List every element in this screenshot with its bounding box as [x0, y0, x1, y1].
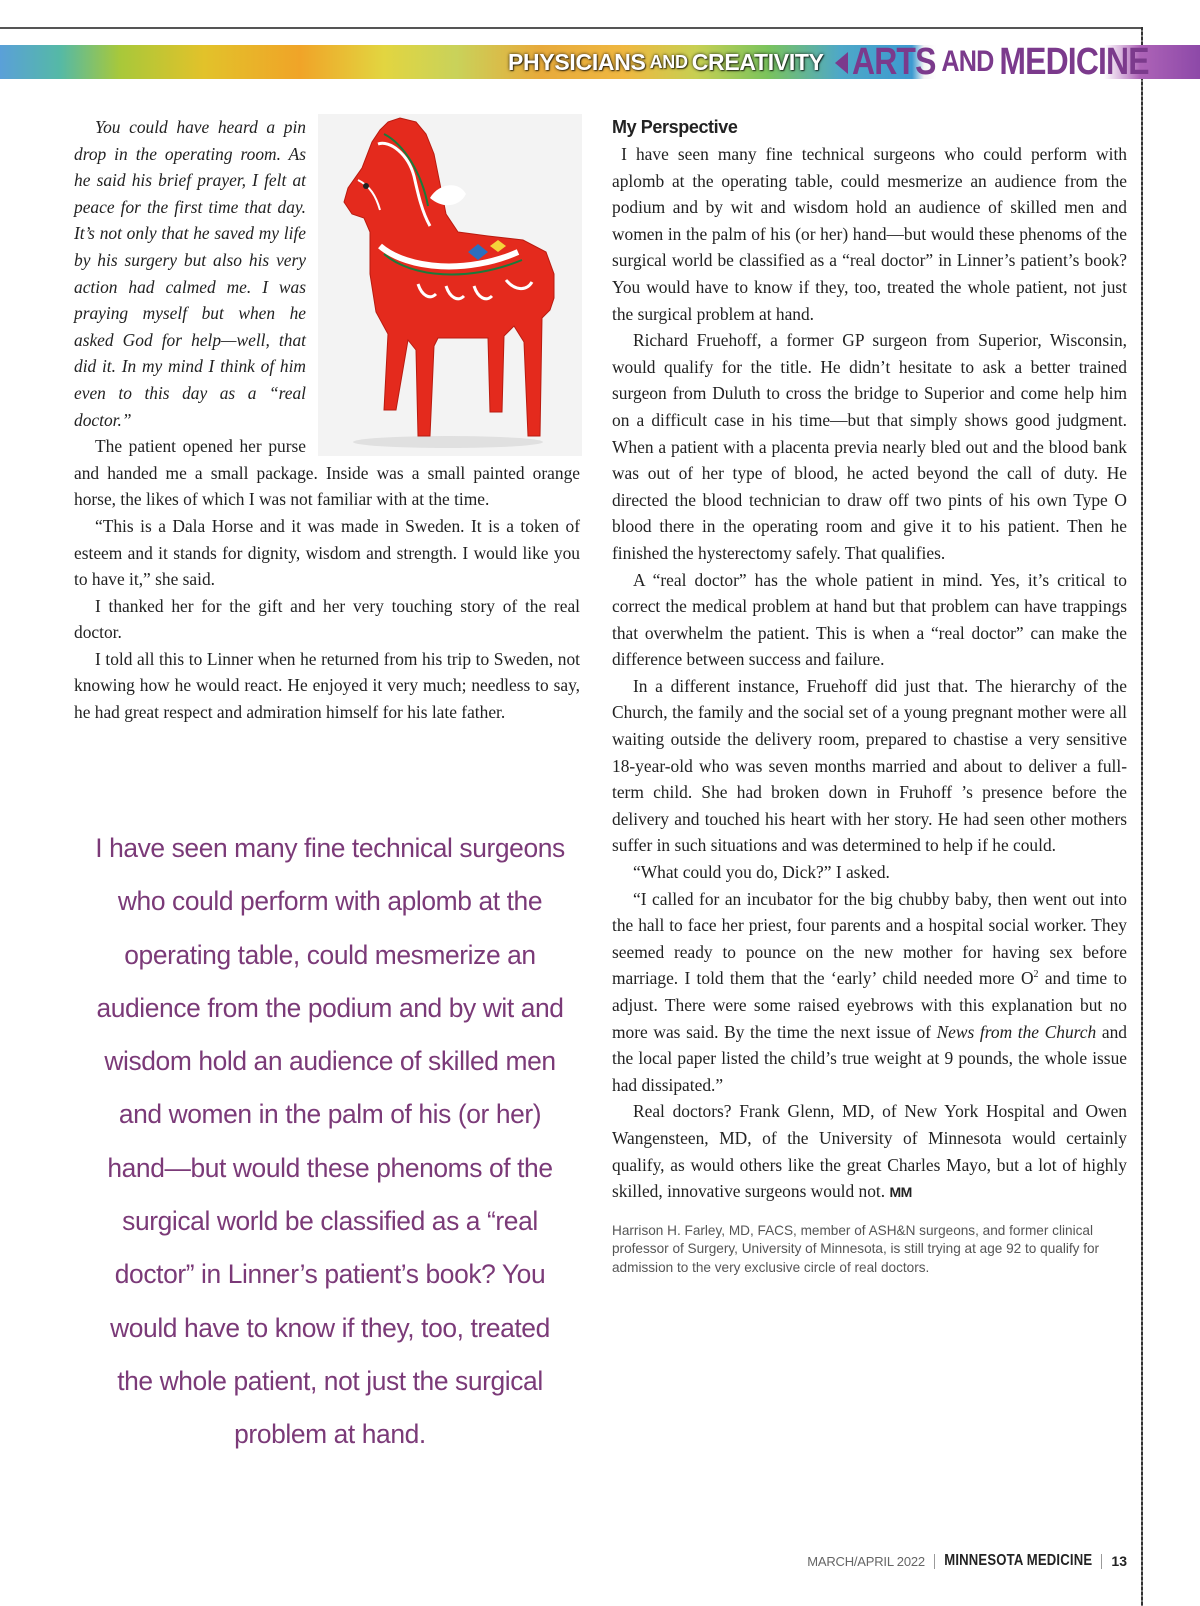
paragraph: “This is a Dala Horse and it was made in Sweden. It is a token of esteem and it stands for dignity, wisdom and strength. I would like you to have it,” she said.	[74, 515, 580, 590]
department-word: AND	[941, 45, 994, 78]
right-column	[612, 114, 1127, 1277]
page-edge-rule	[1141, 27, 1143, 1606]
top-rule	[0, 27, 1142, 29]
superscript: 2	[1033, 969, 1039, 981]
dala-horse-image	[318, 114, 582, 456]
end-mark: MM	[889, 1184, 912, 1201]
paragraph-text: and the local paper listed the child’s true weight at 9 pounds, the whole issue had dissipated.”	[612, 1021, 1127, 1095]
author-bio: Harrison H. Farley, MD, FACS, member of ASH&N surgeons, and former clinical professor of Surgery, University of Minnesota, is still trying at age 92 to qualify for admission to the very exclusive circle of real doctors.	[612, 1222, 1100, 1275]
section-word: CREATIVITY	[691, 48, 824, 75]
paragraph: The patient opened her purse and handed me a small package. Inside was a small painted orange horse, the likes of which I was not familiar with at the time.	[74, 436, 580, 510]
paragraph: In a different instance, Fruehoff did just that. The hierarchy of the Church, the family and the social set of a young pregnant mother were all waiting outside the delivery room, prepared to chastise a very sensitive 18-year-old who was seven months married and about to deliver a full-term child. She had broken down in Fruhoff ’s presence before the delivery and touched his heart with her story. He had seen other mothers suffer in such situations and was determined to help if he could.	[612, 675, 1127, 856]
dala-horse-icon	[318, 114, 582, 456]
paragraph: A “real doctor” has the whole patient in mind. Yes, it’s critical to correct the medical problem at hand but that problem can have trappings that overwhelm the patient. This is when a “real doctor” can make the difference between success and failure.	[612, 569, 1127, 670]
section-word: PHYSICIANS	[508, 48, 646, 75]
pull-quote: I have seen many fine technical surgeons who could perform with aplomb at the operating table, could mesmerize an audience from the podium and by wit and wisdom hold an audience of skilled men and women in the palm of his (or her) hand—but would these phenoms of the surgical world be classified as a “real doctor” in Linner’s patient’s book? You would have to know if they, too, treated the whole patient, not just the surgical problem at hand.	[95, 833, 565, 1450]
paragraph-text: and time to adjust. There were some raised eyebrows with this explanation but no more was said. By the time the next issue of	[612, 968, 1127, 1042]
section-word: AND	[649, 51, 688, 72]
department-word: MEDICINE	[999, 40, 1149, 83]
publication-title: News from the Church	[936, 1021, 1097, 1042]
page-number: 13	[1111, 1553, 1127, 1569]
department-word: ARTS	[852, 40, 936, 83]
paragraph: “What could you do, Dick?” I asked.	[633, 862, 890, 883]
paragraph: I thanked her for the gift and her very touching story of the real doctor.	[74, 595, 580, 643]
paragraph-text: “I called for an incubator for the big chubby baby, then went out into the hall to face her priest, four parents and a hospital social worker. They seemed ready to pounce on the new mother for having sex before marriage. I told them that the ‘early’ child needed more O	[612, 888, 1127, 989]
paragraph	[612, 886, 1127, 1099]
footer-divider	[934, 1554, 935, 1569]
issue-date: MARCH/APRIL 2022	[807, 1553, 925, 1569]
magazine-name: MINNESOTA MEDICINE	[944, 1552, 1093, 1569]
department-title	[852, 40, 1149, 83]
chevron-left-icon	[835, 52, 848, 74]
section-label	[508, 44, 824, 80]
paragraph	[612, 1098, 1127, 1205]
section-heading: My Perspective	[612, 117, 738, 137]
left-column	[74, 114, 580, 726]
paragraph: Richard Fruehoff, a former GP surgeon from Superior, Wisconsin, would qualify for the title. He didn’t hesitate to ask a better trained surgeon from Duluth to cross the bridge to Superior and come help him on a difficult case in his time—but that simply shows good judgment. When a patient with a placenta previa nearly bled out and the blood bank was out of her type of blood, he acted beyond the call of duty. He directed the blood technician to draw off two pints of his own Type O blood there in the operating room and give it to his patient. Then he finished the hysterectomy safely. That qualifies.	[612, 330, 1127, 563]
page-footer	[807, 1552, 1127, 1570]
italic-passage: You could have heard a pin drop in the operating room. As he said his brief prayer, I felt at peace for the first time that day. It’s not only that he saved my life by his surgery but also his very action had calmed me. I was praying myself but when he asked God for help—well, that did it. In my mind I think of him even to this day as a “real doctor.”	[74, 117, 306, 430]
footer-divider	[1101, 1554, 1102, 1569]
paragraph: I told all this to Linner when he returned from his trip to Sweden, not knowing how he would react. He enjoyed it very much; needless to say, he had great respect and admiration himself for his late father.	[74, 648, 580, 723]
paragraph	[612, 141, 1127, 327]
paragraph-text: Real doctors? Frank Glenn, MD, of New York Hospital and Owen Wangensteen, MD, of the University of Minnesota would certainly qualify, as would others like the great Charles Mayo, but a lot of highly skilled, innovative surgeons would not.	[612, 1101, 1127, 1202]
paragraph-text: I have seen many fine technical surgeons who could perform with aplomb at the operating table, could mesmerize an audience from the podium and by wit and wisdom hold an audience of skilled men and women in the palm of his (or her) hand—but would these phenoms of the surgical world be classified as a “real doctor” in Linner’s patient’s book? You would have to know if they, too, treated the whole patient, not just the surgical problem at hand.	[612, 144, 1127, 324]
